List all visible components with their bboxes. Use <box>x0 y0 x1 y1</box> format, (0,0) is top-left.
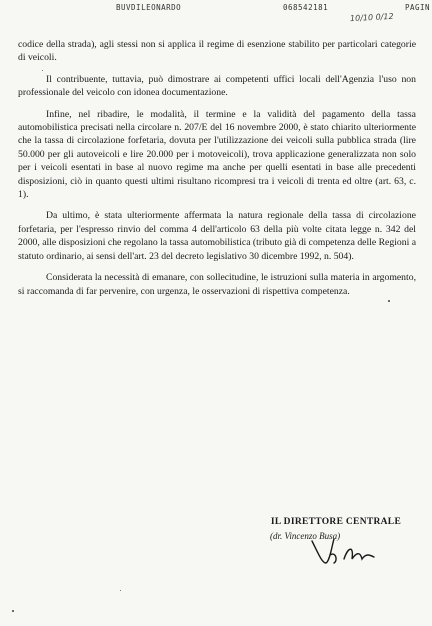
paragraph-1: codice della strada), agli stessi non si applica il regime di esenzione stabilito per particolari categorie di veicoli. <box>18 39 416 64</box>
paragraph-4: Da ultimo, è stata ulteriormente affermata la natura regionale della tassa di circolazione forfetaria, per l'espresso rinvio del comma 4 dell'articolo 63 della più volte citata legge n. 342 del 2000, alle disposizioni che regolano la tassa automobilistica (tributo già di competenza delle Regioni a statuto ordinario, ai sensi dell'art. 23 del decreto legislativo 30 dicembre 1992, n. 504). <box>18 210 416 262</box>
scan-noise <box>120 590 121 591</box>
handwritten-stamp: 10/10 0/12 <box>349 11 394 24</box>
fax-sender: BUVDILEONARDO <box>116 3 182 12</box>
handwritten-signature <box>308 533 380 567</box>
signature-title: IL DIRETTORE CENTRALE <box>270 517 402 527</box>
document-body <box>18 38 416 306</box>
scan-noise <box>12 610 14 612</box>
paragraph-3: Infine, nel ribadire, le modalità, il termine e la validità del pagamento della tassa automobilistica precisati nella circolare n. 207/E del 16 novembre 2000, è stato chiarito ulteriormente che la tassa di circolazione forfetaria, dovuta per l'utilizzazione dei veicoli sulla pubblica strada (lire 50.000 per gli autoveicoli e lire 20.000 per i motoveicoli), trova applicazione generalizzata non solo per i veicoli esentati in base al nuovo regime ma anche per quelli esentati in base alle precedenti disposizioni, ciò in quanto questi ultimi risultano ricompresi tra i veicoli di trenta ed oltre (art. 63, c. 1). <box>18 108 416 201</box>
signatory-name: (dr. Vincenzo Busa) <box>270 531 341 541</box>
paragraph-5: Considerata la necessità di emanare, con sollecitudine, le istruzioni sulla materia in argomento, si raccomanda di far pervenire, con urgenza, le osservazioni di rispettiva competenza. <box>18 272 416 297</box>
fax-page-label: PAGIN <box>405 3 431 12</box>
paragraph-2: Il contribuente, tuttavia, può dimostrare ai competenti uffici locali dell'Agenzia l'uso non professionale del veicolo con idonea documentazione. <box>18 73 416 99</box>
fax-number: 068542181 <box>283 3 329 12</box>
scan-noise <box>42 70 43 71</box>
scan-noise <box>388 300 390 302</box>
